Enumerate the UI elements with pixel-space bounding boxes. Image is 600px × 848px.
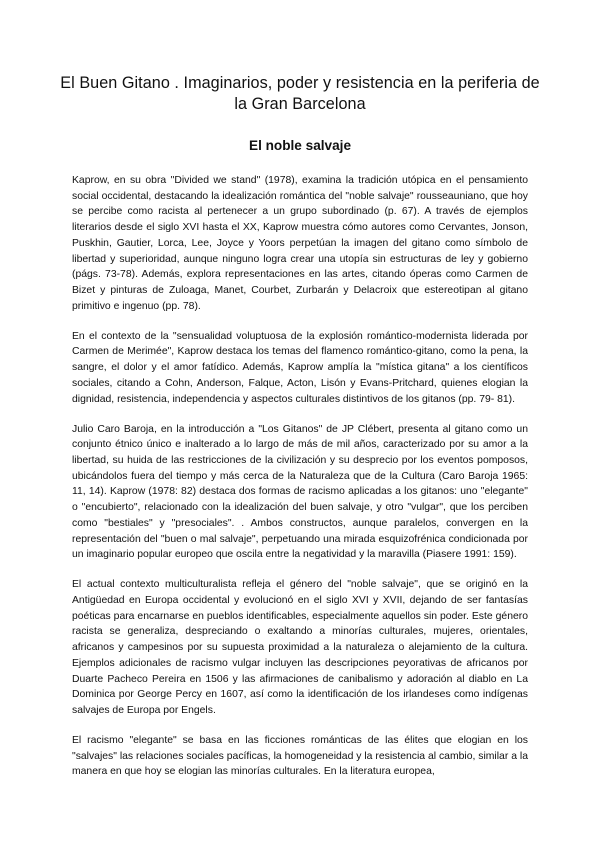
paragraph-1: Kaprow, en su obra "Divided we stand" (1978), examina la tradición utópica en el pensamiento social occidental, destacando la idealización romántica del "noble salvaje" rousseauniano, que hoy se percibe como racista al pertenecer a un grupo subordinado (p. 67). A través de ejemplos literarios desde el siglo XVI hasta el XX, Kaprow muestra cómo autores como Cervantes, Jonson, Puskhin, Gautier, Lorca, Lee, Joyce y Yoors perpetúan la imagen del gitano como símbolo de libertad y superioridad, aunque ninguno logra crear una utopía sin estructuras de ley y gobierno (págs. 73-78). Además, explora representaciones en las artes, citando óperas como Carmen de Bizet y pinturas de Zuloaga, Manet, Courbet, Zurbarán y Delacroix que estereotipan al gitano primitivo e ingenuo (pp. 78). [72, 175, 528, 312]
paragraph-4: El actual contexto multiculturalista refleja el género del "noble salvaje", que se originó en la Antigüedad en Europa occidental y evolucionó en el siglo XVI y XVII, dejando de ser fantasías poéticas para encarnarse en pueblos identificables, especialmente aquellos sin poder. Este género racista se generaliza, despreciando o exaltando a minorías culturales, mujeres, orientales, africanos y campesinos por su supuesta proximidad a la naturaleza o alejamiento de la cultura. Ejemplos adicionales de racismo vulgar incluyen las descripciones peyorativas de africanos por Duarte Pacheco Pereira en 1506 y las afirmaciones de canibalismo y adoración al diablo en La Dominica por George Percy en 1607, así como la identificación de los irlandeses como indígenas salvajes de Europa por Engels. [72, 579, 528, 716]
paragraph-3: Julio Caro Baroja, en la introducción a "Los Gitanos" de JP Clébert, presenta al gitano como un conjunto étnico único e inalterado a lo largo de más de mil años, caracterizado por su amor a la libertad, su huida de las restricciones de la civilización y su desprecio por los eventos pomposos, ubicándolos fuera del tiempo y más cerca de la Naturaleza que de la Cultura (Caro Baroja 1965: 11, 14). Kaprow (1978: 82) destaca dos formas de racismo aplicadas a los gitanos: uno "elegante" o "encubierto", relacionado con la idealización del buen salvaje, y otro "vulgar", que los perciben como "bestiales" y "presociales". . Ambos constructos, aunque paralelos, convergen en la representación del "buen o mal salvaje", perpetuando una mirada esquizofrénica condicionada por un imaginario popular europeo que oscila entre la negatividad y la maravilla (Piasere 1991: 159). [72, 423, 528, 561]
body-text [72, 173, 528, 795]
section-title: El noble salvaje [249, 138, 351, 153]
document-title: El Buen Gitano . Imaginarios, poder y resistencia en la periferia de la Gran Barcelona [60, 74, 540, 113]
paragraph-5: El racismo "elegante" se basa en las ficciones románticas de las élites que elogian en los "salvajes" las relaciones sociales pacíficas, la homogeneidad y la resistencia al cambio, similar a la manera en que hoy se elogian las minorías culturales. En la literatura europea, [72, 735, 528, 778]
paragraph-2: En el contexto de la "sensualidad voluptuosa de la explosión romántico-modernista liderada por Carmen de Merimée", Kaprow destaca los temas del flamenco romántico-gitano, como la pena, la sangre, el dolor y el amor fatídico. Además, Kaprow amplía la "mística gitana" a los científicos sociales, citando a Cohn, Anderson, Falque, Acton, Lisón y Evans-Pritchard, quienes elogian la dignidad, resistencia, independencia y aspectos culturales distintivos de los gitanos (pp. 79- 81). [72, 330, 528, 405]
